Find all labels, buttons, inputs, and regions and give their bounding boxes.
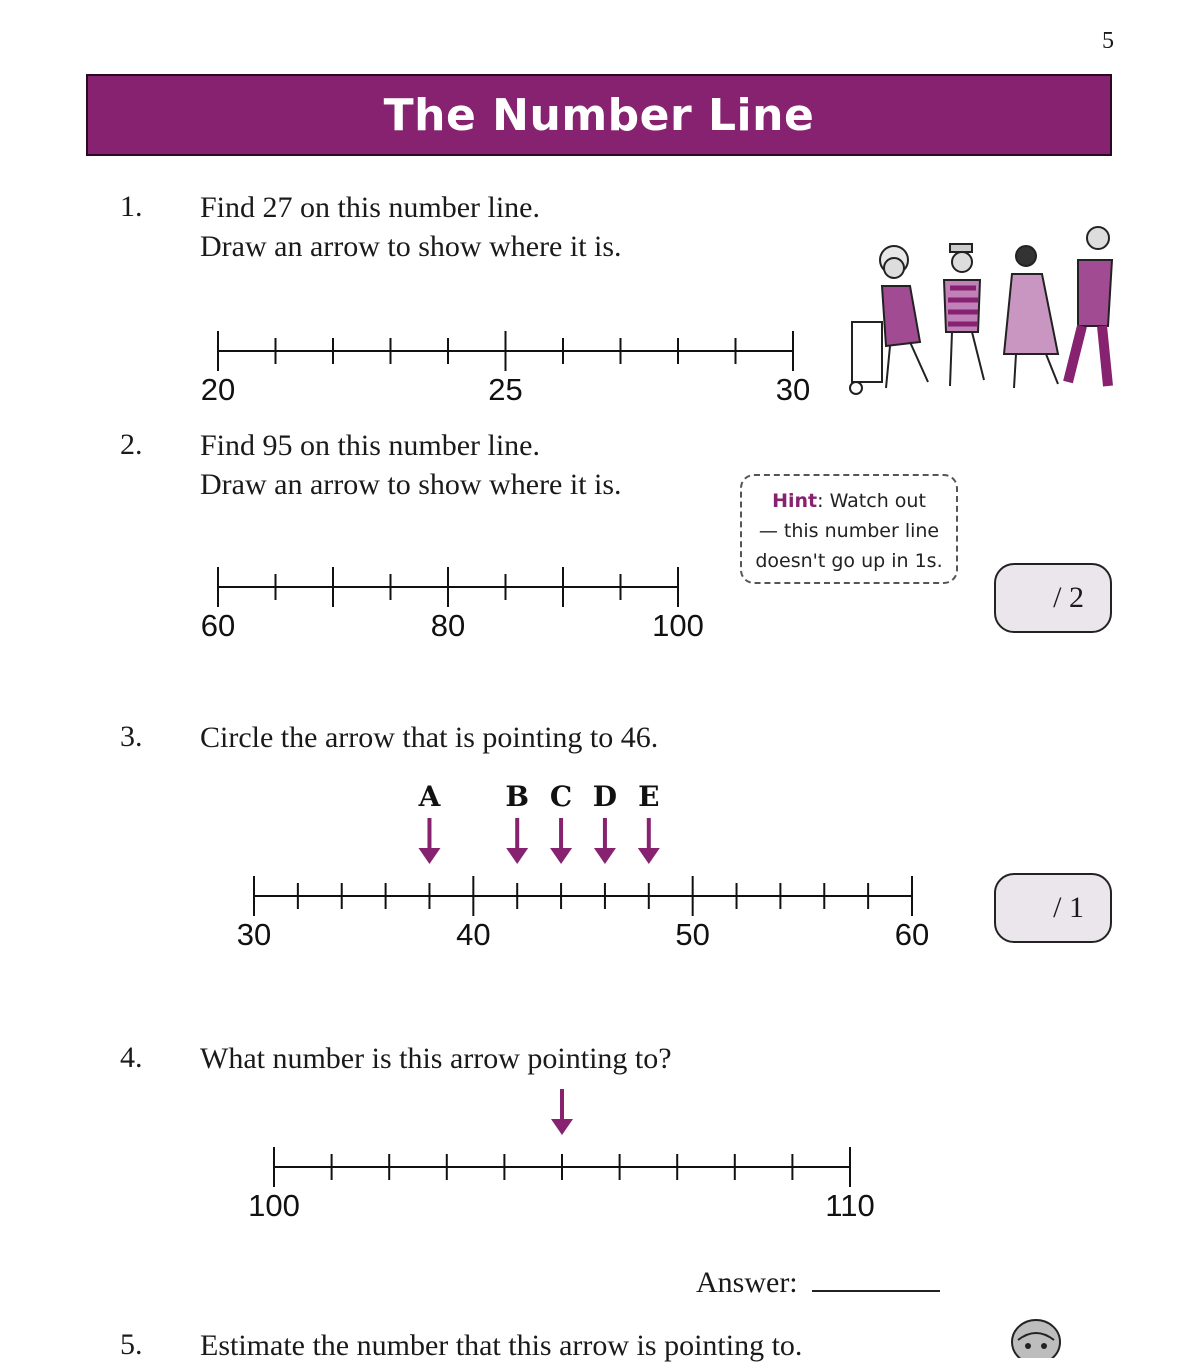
dancer-3-legs (1014, 354, 1058, 388)
arrow-letter-label: D (592, 780, 618, 813)
walker-frame (852, 322, 882, 382)
hint-line-2: — this number line (758, 520, 940, 542)
number-line-label: 40 (456, 917, 491, 952)
question-1-line-2: Draw an arrow to show where it is. (200, 230, 622, 263)
question-3-number: 3. (120, 720, 143, 753)
number-line-label: 60 (200, 608, 236, 643)
page-title: The Number Line (383, 89, 815, 141)
question-4-number: 4. (120, 1041, 143, 1074)
number-line-label: 25 (488, 372, 523, 407)
answer-input-line[interactable] (812, 1262, 940, 1292)
number-line-q2 (201, 567, 704, 643)
arrow-head (594, 848, 616, 864)
walker-wheel (850, 382, 862, 394)
hint-box (740, 474, 958, 584)
question-4-text: What number is this arrow pointing to? (200, 1042, 672, 1075)
dancer-1-legs (886, 342, 928, 388)
question-2-number: 2. (120, 428, 143, 461)
score-box-q3: / 1 (994, 873, 1112, 943)
arrow-letter-label: B (505, 780, 530, 813)
arrow-head (418, 848, 440, 864)
score-box-q1-q2: / 2 (994, 563, 1112, 633)
arrow-letter-label: C (549, 780, 573, 813)
arrow-head (551, 1119, 573, 1135)
hint-label: Hint (772, 490, 818, 512)
question-3-text: Circle the arrow that is pointing to 46. (200, 721, 659, 754)
dancer-2-head (952, 252, 972, 272)
number-line-q3 (237, 780, 929, 952)
number-line-label: 110 (825, 1188, 875, 1223)
number-line-label: 100 (652, 608, 704, 643)
dancer-2-legs (950, 332, 984, 386)
question-2-line-1: Find 95 on this number line. (200, 429, 540, 462)
dancer-3-dress (1004, 274, 1058, 354)
number-line-q1 (201, 331, 810, 407)
arrow-head (638, 848, 660, 864)
question-2-line-2: Draw an arrow to show where it is. (200, 468, 622, 501)
hint-line-1 (742, 486, 956, 516)
hint-text-1: : Watch out (817, 490, 926, 512)
face-illustration (1008, 1316, 1064, 1358)
number-line-label: 20 (200, 372, 236, 407)
dancer-1-head (884, 258, 904, 278)
arrow-letter-label: E (638, 780, 660, 813)
number-line-label: 30 (775, 372, 811, 407)
answer-row (696, 1262, 940, 1300)
arrow-head (550, 848, 572, 864)
question-1-number: 1. (120, 190, 143, 223)
dancer-4-legs (1068, 326, 1108, 386)
number-line-label: 60 (894, 917, 930, 952)
answer-label: Answer: (696, 1266, 798, 1299)
arrow-letter-label: A (418, 780, 441, 813)
number-line-q4 (248, 1089, 875, 1223)
question-1-line-1: Find 27 on this number line. (200, 191, 540, 224)
dancer-4-jacket (1078, 260, 1112, 326)
page-number: 5 (1102, 28, 1114, 54)
question-5-text: Estimate the number that this arrow is pointing to. (200, 1329, 803, 1362)
dancer-4-head (1087, 227, 1109, 249)
dancer-2-hat (950, 244, 972, 252)
arrow-head (506, 848, 528, 864)
dancer-1-body (882, 286, 920, 346)
number-line-label: 100 (248, 1188, 300, 1223)
number-line-label: 50 (675, 917, 710, 952)
hint-line-3: doesn't go up in 1s. (755, 550, 943, 572)
question-5-number: 5. (120, 1328, 143, 1361)
dancers-illustration (846, 222, 1122, 402)
number-line-label: 80 (430, 608, 466, 643)
dancer-3-head (1016, 246, 1036, 266)
number-line-label: 30 (236, 917, 272, 952)
